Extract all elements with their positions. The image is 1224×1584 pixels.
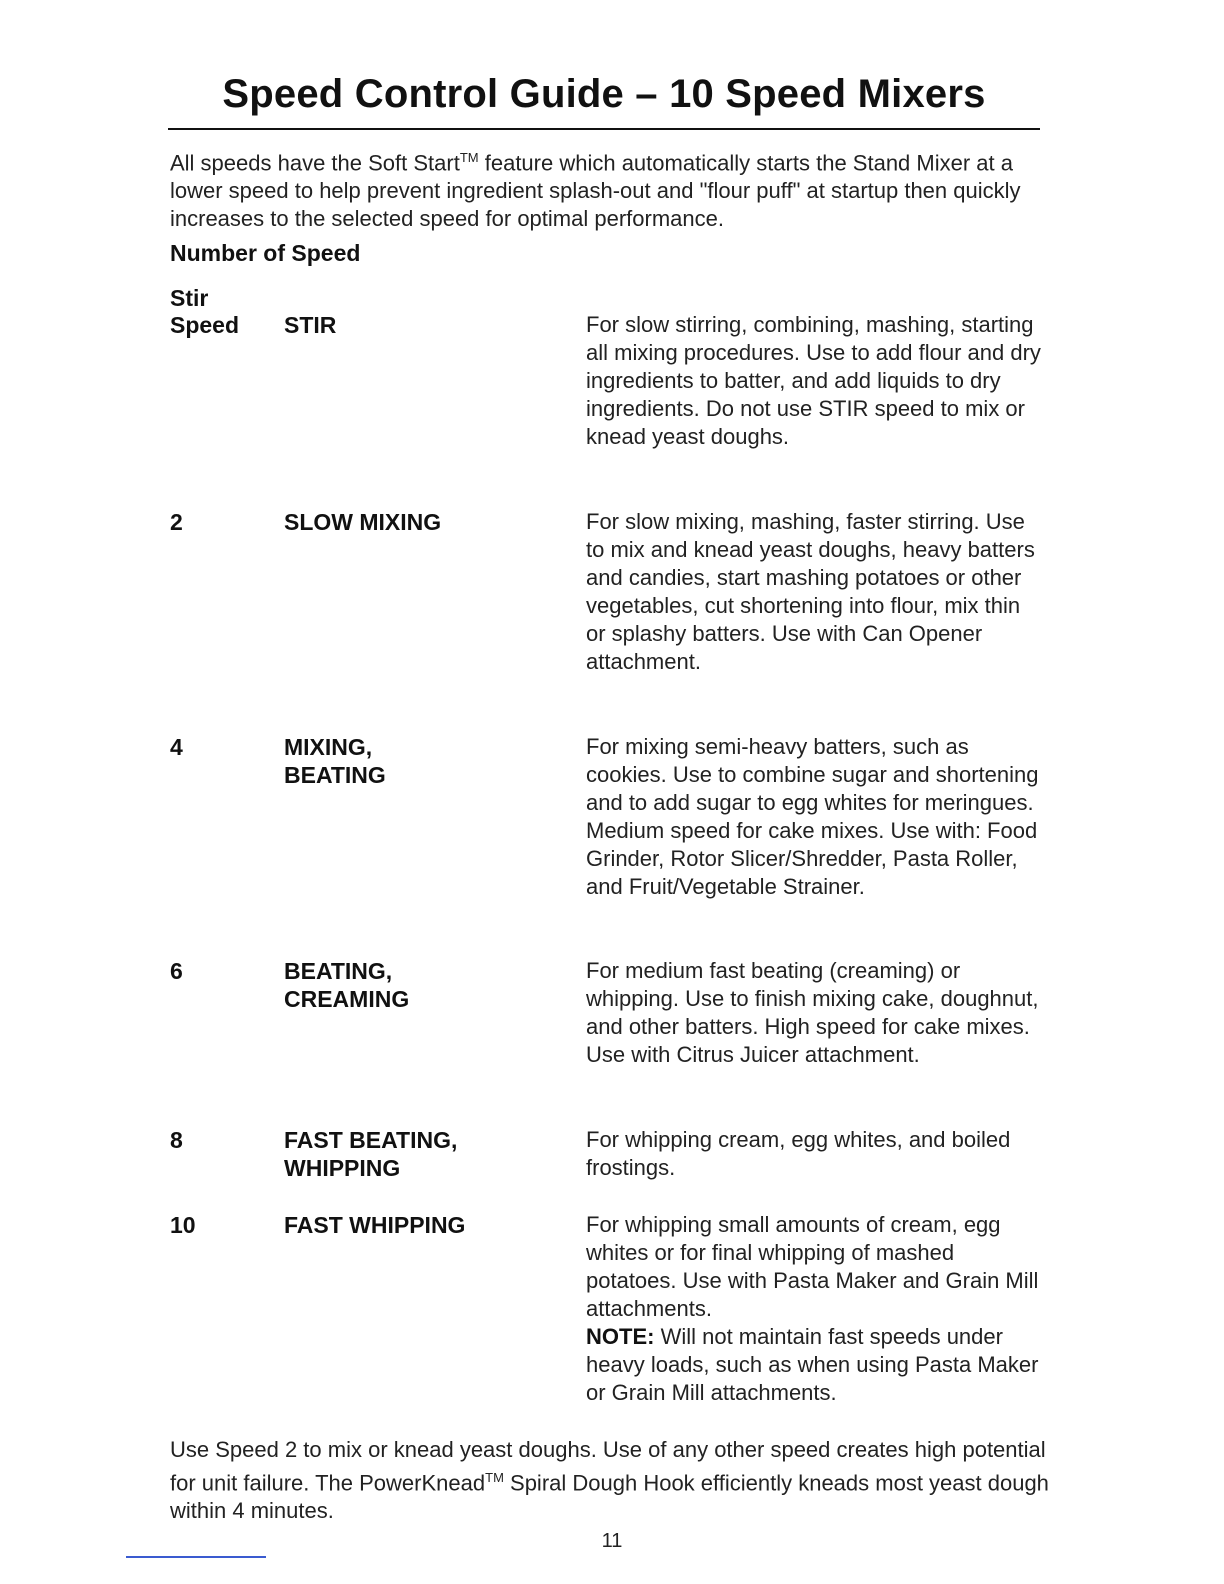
trademark-mark: TM: [485, 1470, 504, 1485]
stir-label: Stir: [170, 285, 209, 311]
speed-description: For whipping cream, egg whites, and boiled frostings.: [586, 1127, 1011, 1180]
note-label: NOTE:: [586, 1324, 655, 1349]
speed-name: MIXING, BEATING: [284, 734, 386, 788]
title-divider: [168, 128, 1040, 130]
speed-number: 8: [170, 1127, 183, 1153]
speed-description-group: [586, 1211, 1042, 1407]
footer-text-1: Use Speed 2 to mix or knead yeast doughs. Use of any other speed creates high potential for unit failure. The PowerKnead: [170, 1437, 1046, 1496]
intro-text-1: All speeds have the Soft Start: [170, 150, 460, 176]
speed-name: BEATING, CREAMING: [284, 958, 410, 1012]
speed-number: 2: [170, 509, 183, 535]
intro-text-2: feature which automatically starts the Stand Mixer at a lower speed to help prevent ingredient splash-out and "flour puff" at startup then quickly increases to the selected speed for optimal performance.: [170, 150, 1021, 232]
speed-name: FAST WHIPPING: [284, 1212, 466, 1238]
footer-paragraph: [170, 1436, 1050, 1525]
speed-number: Speed: [170, 312, 240, 338]
section-heading: Number of Speed: [170, 240, 361, 266]
speed-description: For slow mixing, mashing, faster stirring. Use to mix and knead yeast doughs, heavy batters and candies, start mashing potatoes or other vegetables, cut shortening into flour, mix thin or splashy batters. Use with Can Opener attachment.: [586, 509, 1035, 674]
speed-number: 10: [170, 1212, 196, 1238]
page-title: Speed Control Guide – 10 Speed Mixers: [222, 72, 986, 116]
speed-name: FAST BEATING, WHIPPING: [284, 1127, 458, 1181]
bottom-rule: [126, 1556, 266, 1558]
speed-name: SLOW MIXING: [284, 509, 442, 535]
speed-description: For mixing semi-heavy batters, such as cookies. Use to combine sugar and shortening and to add sugar to egg whites for meringues. Medium speed for cake mixes. Use with: Food Grinder, Rotor Slicer/Shredder, Pasta Roller, and Fruit/Vegetable Strainer.: [586, 734, 1039, 899]
speed-number: 6: [170, 958, 183, 984]
trademark-mark: TM: [459, 150, 479, 165]
note-text: Will not maintain fast speeds under heavy loads, such as when using Pasta Maker or Grain Mill attachments.: [586, 1324, 1039, 1405]
footer-text-2: Spiral Dough Hook efficiently kneads most yeast dough within 4 minutes.: [170, 1470, 1049, 1524]
page-number: 11: [601, 1530, 623, 1552]
intro-paragraph: [170, 144, 1050, 233]
speed-description: For whipping small amounts of cream, egg whites or for final whipping of mashed potatoes. Use with Pasta Maker and Grain Mill attachments.: [586, 1212, 1039, 1321]
speed-name: STIR: [284, 312, 337, 338]
speed-description: For slow stirring, combining, mashing, starting all mixing procedures. Use to add flour and dry ingredients to batter, and add liquids to dry ingredients. Do not use STIR speed to mix or knead yeast doughs.: [586, 312, 1041, 449]
speed-number: 4: [170, 734, 183, 760]
speed-description: For medium fast beating (creaming) or whipping. Use to finish mixing cake, doughnut, and other batters. High speed for cake mixes. Use with Citrus Juicer attachment.: [586, 958, 1039, 1067]
